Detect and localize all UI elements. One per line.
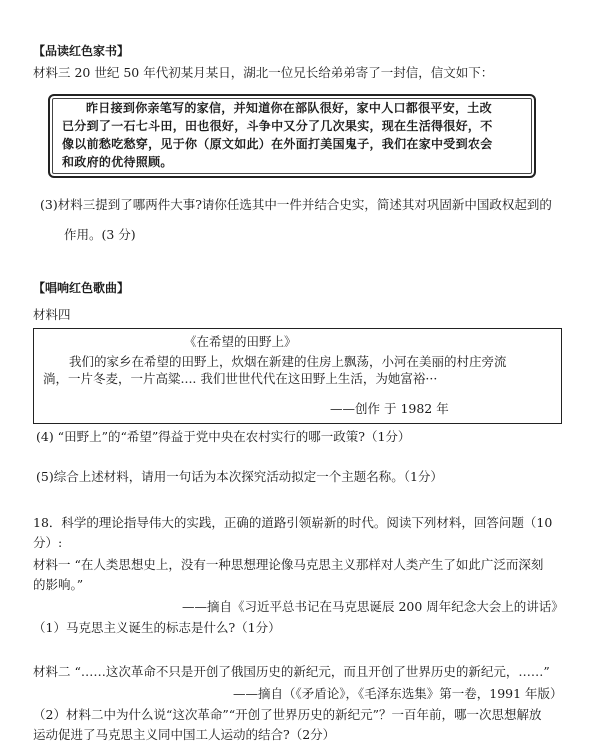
question-18-intro-line-2: 分）: [33, 535, 63, 550]
song-credit: ——创作 于 1982 年 [330, 401, 449, 416]
section-header-song: 【唱响红色歌曲】 [33, 281, 130, 295]
question-3-line-1: (3)材料三提到了哪两件大事?请你任选其中一件并结合史实，简述其对巩固新中国政权起到的 [40, 197, 552, 212]
question-5: (5)综合上述材料，请用一句话为本次探究活动拟定一个主题名称。（1分） [36, 469, 443, 484]
material-one-source: ——摘自《习近平总书记在马克思诞辰 200 周年纪念大会上的讲话》 [182, 599, 564, 614]
material-one-line-2: 的影响。” [33, 577, 84, 592]
material-four-label: 材料四 [33, 307, 71, 322]
song-title: 《在希望的田野上》 [184, 334, 297, 349]
question-18-1: （1）马克思主义诞生的标志是什么?（1分） [33, 620, 281, 635]
question-18-2-line-2: 运动促进了马克思主义同中国工人运动的结合?（2分） [33, 727, 336, 742]
question-4: (4) “田野上”的“希望”得益于党中央在农村实行的哪一政策?（1分） [36, 429, 411, 444]
letter-text [62, 99, 522, 171]
question-3-line-2: 作用。(3 分) [64, 227, 136, 242]
letter-line: 像以前愁吃愁穿，见于你（原文如此）在外面打美国鬼子，我们在家中受到农会 [62, 137, 493, 151]
letter-line: 已分到了一石七斗田，田也很好，斗争中又分了几次果实，现在生活得很好，不 [62, 119, 493, 133]
song-lyrics-line: 我们的家乡在希望的田野上，炊烟在新建的住房上飘荡，小河在美丽的村庄旁流 [69, 354, 507, 369]
material-two-line-1: 材料二 “……这次革命不只是开创了俄国历史的新纪元，而且开创了世界历史的新纪元，……” [33, 664, 550, 679]
song-lyrics-line: 淌，一片冬麦，一片高粱.... 我们世世代代在这田野上生活，为她富裕··· [43, 371, 438, 386]
song-lyrics [43, 353, 548, 387]
question-18-2-line-1: （2）材料二中为什么说“这次革命”“开创了世界历史的新纪元”？一百年前，哪一次思想解放 [33, 707, 542, 722]
section-header-letter: 【品读红色家书】 [33, 44, 130, 58]
material-two-source: ——摘自（《矛盾论》，《毛泽东选集》第一卷，1991 年版） [233, 686, 563, 701]
material-one-line-1: 材料一 “在人类思想史上，没有一种思想理论像马克思主义那样对人类产生了如此广泛而深刻 [33, 557, 544, 572]
letter-line: 和政府的优待照顾。 [62, 155, 173, 169]
material-three-intro: 材料三 20 世纪 50 年代初某月某日，湖北一位兄长给弟弟寄了一封信，信文如下： [33, 65, 494, 80]
letter-line: 昨日接到你亲笔写的家信，并知道你在部队很好，家中人口都很平安，土改 [86, 101, 492, 115]
question-18-intro-line-1: 18．科学的理论指导伟大的实践，正确的道路引领崭新的时代。阅读下列材料，回答问题（10 [33, 515, 553, 530]
